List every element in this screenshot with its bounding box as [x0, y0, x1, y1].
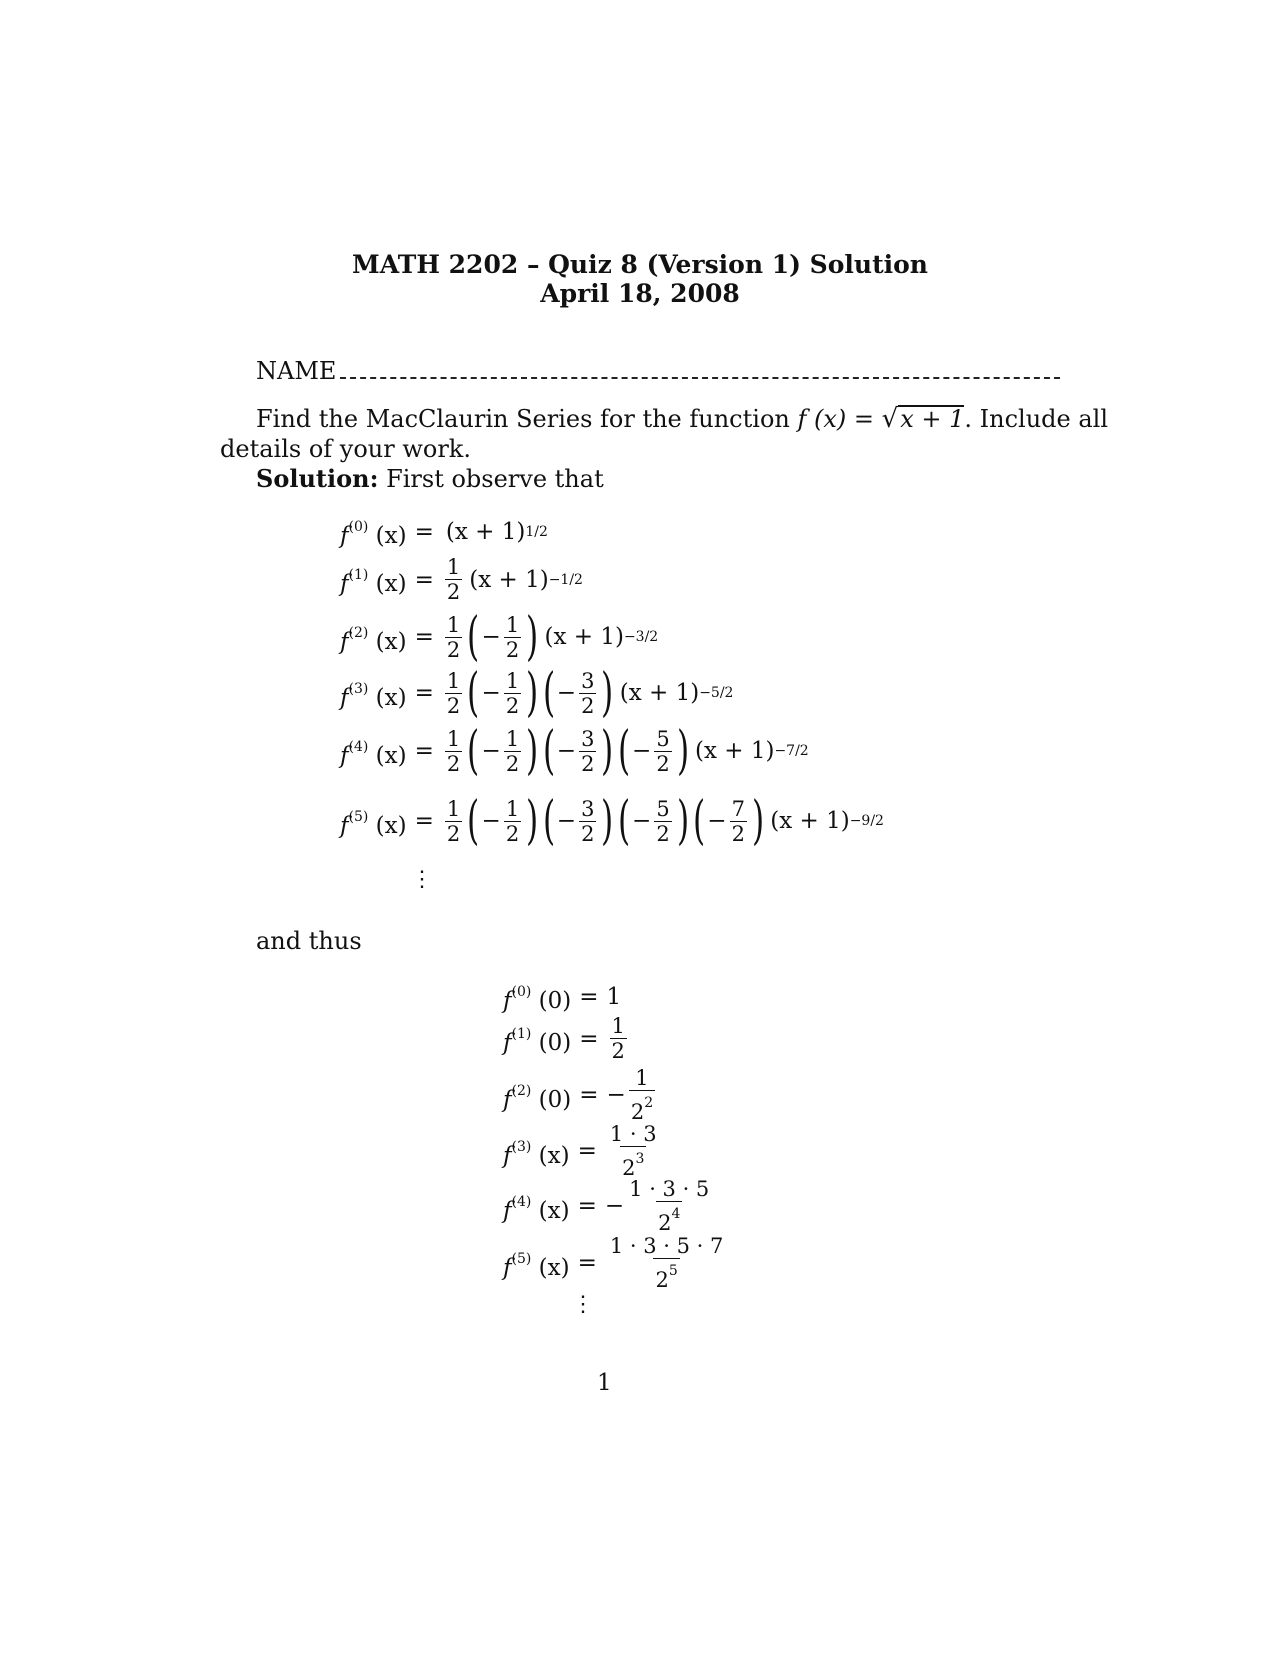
power-exponent: −1/2	[548, 571, 583, 588]
derivative-lhs	[340, 675, 407, 712]
fraction-numerator: 1 · 3	[609, 1122, 657, 1146]
power-exponent: 1/2	[525, 523, 548, 540]
left-paren: (	[542, 663, 555, 723]
equals-sign: =	[414, 518, 434, 545]
left-paren: (	[467, 663, 480, 723]
fraction-denominator: 2	[505, 751, 520, 776]
minus-sign: −	[632, 808, 652, 834]
right-paren: )	[601, 663, 614, 723]
derivative-row	[340, 513, 548, 550]
function-symbol: f	[503, 1197, 512, 1224]
right-paren: )	[676, 721, 689, 781]
fraction-denominator: 2	[731, 821, 745, 846]
derivative-row	[340, 721, 809, 781]
equals-sign: =	[579, 1025, 599, 1052]
right-paren: )	[526, 791, 539, 851]
value-row	[503, 1066, 658, 1124]
derivative-lhs	[340, 733, 407, 770]
name-field	[256, 356, 1060, 386]
minus-sign: −	[556, 808, 577, 834]
fraction-denominator: 2	[656, 751, 670, 776]
left-paren: (	[542, 791, 555, 851]
fraction-denominator: 2	[446, 821, 461, 846]
fraction-numerator: 5	[656, 726, 670, 751]
function-argument: (x)	[531, 1142, 570, 1169]
left-paren: (	[467, 791, 480, 851]
value-lhs	[503, 978, 571, 1015]
denominator-exponent: 3	[635, 1151, 645, 1167]
fraction	[608, 1234, 726, 1292]
fraction	[654, 797, 671, 846]
equals-sign: =	[414, 680, 434, 706]
problem-text-after: . Include all	[964, 405, 1109, 433]
sqrt-radicand: x + 1	[900, 405, 965, 433]
function-lhs: f (x) =	[797, 405, 875, 433]
minus-sign: −	[604, 1193, 625, 1219]
value-lhs	[503, 1077, 571, 1114]
derivative-lhs	[340, 619, 407, 656]
function-argument: (x)	[368, 684, 407, 711]
fraction-numerator: 1 · 3 · 5	[629, 1177, 710, 1201]
value-row	[503, 1177, 714, 1235]
fraction	[504, 613, 521, 662]
equals-sign: =	[579, 1082, 599, 1108]
fraction-numerator: 1	[446, 612, 461, 637]
document-title: MATH 2202 – Quiz 8 (Version 1) Solution	[352, 250, 928, 279]
equals-sign: =	[577, 1193, 597, 1219]
fraction	[445, 797, 462, 846]
fraction-denominator: 2	[505, 821, 520, 846]
minus-sign: −	[556, 738, 577, 764]
right-paren: )	[526, 721, 539, 781]
power-base: (x + 1)	[770, 808, 850, 834]
power-base: (x + 1)	[469, 566, 549, 593]
fraction-denominator: 2	[446, 580, 461, 604]
derivative-order: (5)	[511, 1250, 532, 1267]
fraction	[445, 727, 462, 776]
function-argument: (0)	[531, 988, 572, 1014]
fraction	[445, 555, 462, 604]
and-thus-text: and thus	[256, 927, 362, 955]
value-row	[503, 978, 621, 1015]
equals-sign: =	[414, 738, 434, 764]
power-exponent: −9/2	[849, 813, 884, 829]
page-number: 1	[597, 1370, 612, 1396]
derivative-order: (2)	[511, 1082, 532, 1099]
fraction-denominator: 2	[581, 821, 595, 846]
function-symbol: f	[503, 1254, 512, 1281]
function-symbol: f	[340, 742, 349, 769]
denominator-exponent: 2	[644, 1095, 654, 1111]
equals-sign: =	[579, 983, 599, 1010]
fraction-numerator: 1	[505, 726, 520, 751]
value-lhs	[503, 1188, 570, 1225]
fraction-numerator: 3	[581, 726, 595, 751]
power-exponent: −7/2	[774, 743, 809, 759]
fraction-denominator: 2	[505, 637, 520, 662]
power-base: (x + 1)	[695, 738, 775, 764]
fraction-numerator: 5	[656, 796, 670, 821]
problem-statement	[256, 404, 1108, 434]
document-date: April 18, 2008	[540, 279, 740, 308]
minus-sign: −	[481, 680, 501, 706]
fraction-numerator: 1	[505, 796, 520, 821]
power-base: (x + 1)	[619, 680, 700, 706]
function-symbol: f	[340, 523, 349, 549]
value-lhs	[503, 1133, 570, 1170]
fraction-denominator: 2	[446, 693, 461, 718]
fraction-denominator: $2^4$	[656, 1201, 682, 1235]
fraction	[610, 1014, 627, 1063]
function-symbol: f	[340, 684, 349, 711]
fraction-numerator: 1	[446, 726, 461, 751]
right-paren: )	[601, 721, 614, 781]
solution-intro-text: First observe that	[386, 465, 604, 493]
fraction-denominator: 2	[505, 693, 520, 718]
derivative-order: (3)	[348, 680, 369, 697]
derivative-order: (2)	[348, 624, 369, 641]
equals-sign: =	[577, 1250, 597, 1276]
minus-sign: −	[481, 808, 501, 834]
function-symbol: f	[340, 628, 349, 655]
fraction	[579, 727, 596, 776]
derivative-order: (5)	[348, 808, 369, 825]
left-paren: (	[467, 607, 480, 667]
fraction-denominator: 2	[581, 751, 595, 776]
value-number: 1	[606, 983, 622, 1010]
left-paren: (	[617, 791, 630, 851]
function-symbol: f	[340, 571, 349, 597]
derivative-row	[340, 607, 659, 667]
fraction-numerator: 1	[635, 1066, 649, 1090]
fraction	[608, 1122, 659, 1180]
solution-intro	[256, 464, 604, 494]
right-paren: )	[526, 607, 539, 667]
minus-sign: −	[632, 738, 652, 764]
fraction	[629, 1066, 655, 1124]
derivative-order: (4)	[348, 738, 369, 755]
fraction-numerator: 1	[611, 1014, 625, 1038]
fraction	[627, 1177, 711, 1235]
fraction	[445, 613, 462, 662]
equals-sign: =	[414, 624, 434, 650]
fraction-numerator: 1	[505, 668, 520, 693]
name-blank-line	[340, 357, 1060, 379]
power-exponent: −5/2	[699, 685, 734, 701]
fraction-numerator: 7	[731, 796, 745, 821]
equals-sign: =	[414, 808, 434, 834]
equals-sign: =	[577, 1138, 597, 1164]
derivative-row	[340, 791, 884, 851]
left-paren: (	[617, 721, 630, 781]
fraction-denominator: 2	[611, 1039, 625, 1063]
name-label: NAME	[256, 357, 337, 385]
fraction-numerator: 3	[581, 796, 595, 821]
fraction-numerator: 1 · 3 · 5 · 7	[609, 1234, 724, 1258]
derivative-order: (3)	[511, 1138, 532, 1155]
function-symbol: f	[340, 812, 349, 839]
fraction	[654, 727, 671, 776]
derivative-order: (1)	[348, 567, 369, 583]
left-paren: (	[467, 721, 480, 781]
function-argument: (x)	[368, 523, 407, 549]
minus-sign: −	[481, 738, 501, 764]
power-base: (x + 1)	[445, 518, 526, 545]
fraction-numerator: 1	[446, 668, 461, 693]
vertical-ellipsis: ⋮	[411, 867, 433, 892]
derivative-lhs	[340, 561, 407, 598]
fraction	[504, 727, 521, 776]
function-argument: (0)	[531, 1030, 572, 1056]
left-paren: (	[693, 791, 706, 851]
fraction	[445, 669, 462, 718]
derivative-order: (4)	[511, 1193, 532, 1210]
fraction	[730, 797, 747, 846]
problem-text-before: Find the MacClaurin Series for the function	[256, 405, 790, 433]
fraction-denominator: $2^2$	[629, 1090, 655, 1124]
fraction-numerator: 1	[446, 796, 461, 821]
function-symbol: f	[503, 1086, 512, 1113]
value-row	[503, 1234, 728, 1292]
minus-sign: −	[606, 1082, 626, 1108]
right-paren: )	[752, 791, 765, 851]
derivative-order: (0)	[511, 984, 532, 1000]
derivative-lhs	[340, 803, 407, 840]
derivative-row	[340, 663, 734, 723]
function-argument: (x)	[368, 812, 407, 839]
minus-sign: −	[556, 680, 577, 706]
fraction	[504, 669, 521, 718]
function-argument: (x)	[531, 1197, 570, 1224]
power-exponent: −3/2	[623, 629, 659, 645]
function-argument: (0)	[531, 1086, 572, 1113]
problem-text-line2: details of your work.	[220, 435, 471, 463]
fraction	[579, 797, 596, 846]
equals-sign: =	[414, 566, 434, 593]
fraction	[579, 669, 596, 718]
function-argument: (x)	[368, 628, 407, 655]
function-argument: (x)	[531, 1254, 570, 1281]
right-paren: )	[601, 791, 614, 851]
value-lhs	[503, 1020, 571, 1057]
sqrt-sign: √	[881, 404, 899, 434]
solution-label: Solution:	[256, 464, 379, 493]
derivative-row	[340, 555, 583, 604]
power-base: (x + 1)	[544, 624, 624, 650]
value-row	[503, 1122, 662, 1180]
function-argument: (x)	[368, 571, 407, 597]
value-lhs	[503, 1245, 570, 1282]
minus-sign: −	[707, 808, 727, 834]
fraction-denominator: 2	[581, 693, 595, 718]
fraction-denominator: 2	[446, 637, 461, 662]
function-symbol: f	[503, 1142, 512, 1169]
fraction-denominator: 2	[446, 751, 461, 776]
fraction-numerator: 1	[505, 612, 520, 637]
derivative-order: (0)	[348, 519, 369, 535]
left-paren: (	[542, 721, 555, 781]
denominator-exponent: 4	[671, 1206, 681, 1222]
function-symbol: f	[503, 1030, 512, 1056]
fraction-numerator: 3	[581, 668, 595, 693]
right-paren: )	[526, 663, 539, 723]
derivative-lhs	[340, 513, 407, 550]
fraction	[504, 797, 521, 846]
value-row	[503, 1014, 630, 1063]
fraction-denominator: 2	[656, 821, 670, 846]
fraction-denominator: $2^5$	[653, 1258, 679, 1292]
vertical-ellipsis: ⋮	[572, 1292, 594, 1317]
function-argument: (x)	[368, 742, 407, 769]
fraction-numerator: 1	[446, 555, 461, 579]
fraction-denominator: $2^3$	[620, 1146, 646, 1180]
minus-sign: −	[481, 624, 501, 650]
right-paren: )	[676, 791, 689, 851]
denominator-exponent: 5	[668, 1263, 678, 1279]
derivative-order: (1)	[511, 1026, 532, 1042]
function-symbol: f	[503, 988, 512, 1014]
